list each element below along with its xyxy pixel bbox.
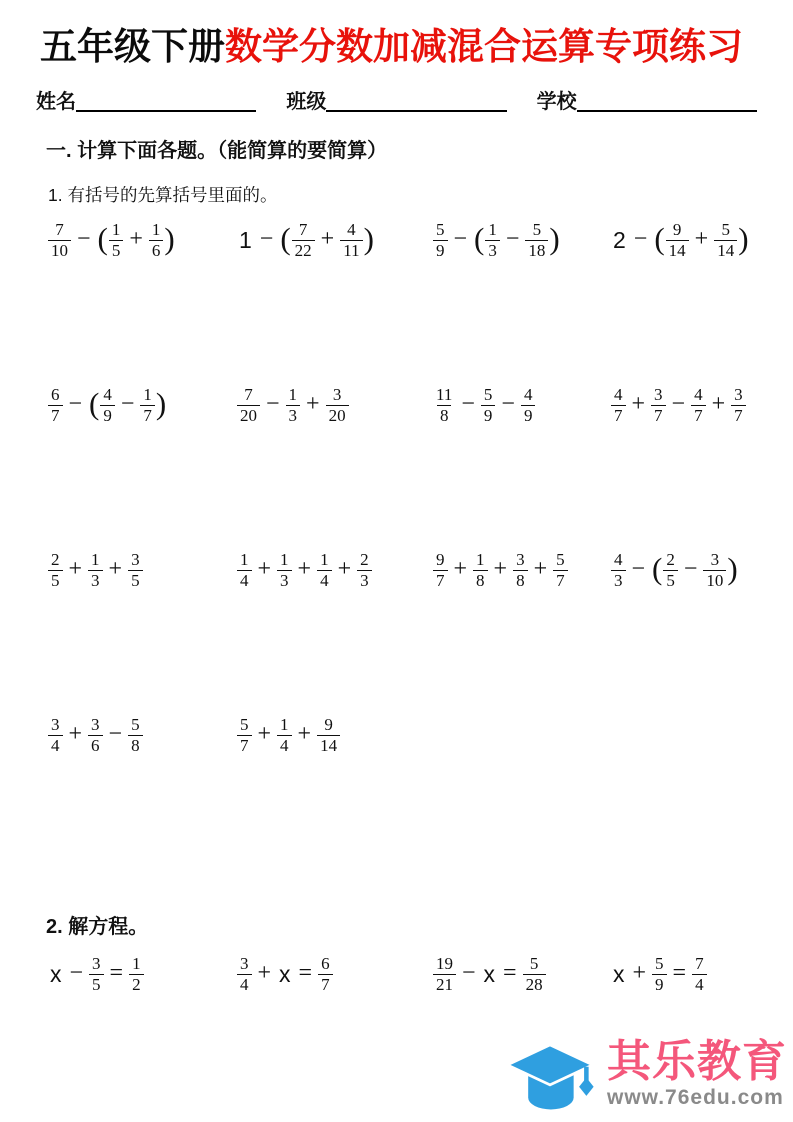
operator: + xyxy=(297,721,312,748)
operator: + xyxy=(68,721,83,748)
denominator: 10 xyxy=(48,240,71,261)
numerator: 7 xyxy=(55,220,64,239)
brand-url: www.76edu.com xyxy=(607,1086,784,1109)
operator: + xyxy=(129,226,143,253)
fraction xyxy=(663,550,678,591)
math-problem xyxy=(48,949,237,1001)
numerator: 1 xyxy=(488,220,497,239)
math-problem xyxy=(611,949,793,1001)
numerator: 9 xyxy=(672,220,682,239)
numerator: 2 xyxy=(666,550,675,569)
fraction xyxy=(553,550,568,591)
numerator: 5 xyxy=(240,715,249,734)
term: 2 xyxy=(613,227,626,254)
denominator: 3 xyxy=(286,405,301,426)
field-class xyxy=(286,85,506,114)
numerator: 1 xyxy=(320,550,329,569)
fraction xyxy=(109,220,124,261)
term: 1 xyxy=(239,227,252,254)
numerator: 5 xyxy=(532,220,542,239)
math-problem xyxy=(237,949,433,1001)
fraction xyxy=(731,385,746,426)
denominator: 3 xyxy=(485,240,500,261)
operator: + xyxy=(306,391,320,418)
denominator: 20 xyxy=(326,405,349,426)
numerator: 5 xyxy=(483,385,493,404)
denominator: 7 xyxy=(237,735,252,756)
denominator: 21 xyxy=(433,974,456,995)
operator: − xyxy=(453,226,468,253)
fraction xyxy=(611,550,626,591)
denominator: 5 xyxy=(128,570,143,591)
math-problem xyxy=(48,545,237,597)
parenthesis: ) xyxy=(363,220,374,256)
page-title xyxy=(40,26,793,69)
operator: + xyxy=(257,721,272,748)
math-problem xyxy=(48,215,237,267)
fraction xyxy=(237,385,260,426)
math-problem xyxy=(48,710,237,762)
operator: − xyxy=(633,226,648,253)
parenthesis: ) xyxy=(738,220,749,256)
denominator: 5 xyxy=(663,570,678,591)
operator: + xyxy=(533,556,548,583)
graduation-cap-icon xyxy=(497,1034,603,1114)
denominator: 20 xyxy=(237,405,260,426)
title-subject: 数学分数加减混合运算专项练习 xyxy=(225,26,743,67)
field-school-blank xyxy=(577,94,757,112)
denominator: 3 xyxy=(277,570,292,591)
fraction xyxy=(714,220,737,261)
fraction xyxy=(237,954,252,995)
numerator: 4 xyxy=(614,385,623,404)
title-grade: 五年级下册 xyxy=(40,26,225,67)
operator: − xyxy=(69,960,84,987)
field-school xyxy=(537,85,757,114)
operator: − xyxy=(631,556,646,583)
fraction xyxy=(525,220,548,261)
denominator: 2 xyxy=(129,974,144,995)
fraction xyxy=(651,385,666,426)
math-problem xyxy=(611,215,793,267)
field-name-label: 姓名 xyxy=(36,90,76,113)
denominator: 9 xyxy=(433,240,448,261)
denominator: 6 xyxy=(88,735,103,756)
problem-row xyxy=(0,215,793,380)
fraction xyxy=(129,954,144,995)
operator: + xyxy=(108,556,123,583)
denominator: 4 xyxy=(237,570,252,591)
fraction xyxy=(433,220,448,261)
denominator: 4 xyxy=(692,974,707,995)
fraction xyxy=(703,550,726,591)
parenthesis: ) xyxy=(155,385,167,421)
operator: − xyxy=(501,391,515,418)
section1-heading: 一. 计算下面各题。（能简算的要简算） xyxy=(46,139,388,162)
denominator: 14 xyxy=(317,735,340,756)
numerator: 3 xyxy=(92,954,101,973)
denominator: 10 xyxy=(703,570,726,591)
denominator: 28 xyxy=(523,974,546,995)
fraction xyxy=(317,715,340,756)
numerator: 2 xyxy=(360,550,369,569)
math-problem xyxy=(433,545,611,597)
operator: + xyxy=(632,960,647,987)
operator: + xyxy=(68,556,83,583)
fraction xyxy=(140,385,155,426)
fraction xyxy=(433,954,456,995)
numerator: 4 xyxy=(523,385,533,404)
denominator: 3 xyxy=(357,570,372,591)
numerator: 1 xyxy=(240,550,249,569)
fraction xyxy=(513,550,528,591)
operator: + xyxy=(493,556,508,583)
math-problem xyxy=(237,710,433,762)
numerator: 2 xyxy=(51,550,60,569)
denominator: 18 xyxy=(525,240,548,261)
numerator: 5 xyxy=(556,550,565,569)
numerator: 3 xyxy=(654,385,663,404)
fraction xyxy=(611,385,626,426)
fraction xyxy=(100,385,115,426)
header-fields xyxy=(36,85,757,114)
denominator: 9 xyxy=(652,974,667,995)
math-problem xyxy=(237,215,433,267)
denominator: 7 xyxy=(553,570,568,591)
denominator: 5 xyxy=(89,974,104,995)
operator: = xyxy=(672,960,687,987)
denominator: 4 xyxy=(317,570,332,591)
operator: + xyxy=(337,556,352,583)
parenthesis: ( xyxy=(97,220,108,256)
denominator: 4 xyxy=(237,974,252,995)
operator: + xyxy=(694,226,709,253)
fraction xyxy=(292,220,315,261)
field-class-blank xyxy=(326,94,506,112)
denominator: 4 xyxy=(277,735,292,756)
numerator: 1 xyxy=(91,550,100,569)
numerator: 7 xyxy=(244,385,253,404)
fraction xyxy=(88,550,103,591)
denominator: 9 xyxy=(481,405,496,426)
numerator: 3 xyxy=(332,385,342,404)
operator: − xyxy=(505,226,520,253)
numerator: 1 xyxy=(143,385,152,404)
denominator: 3 xyxy=(88,570,103,591)
fraction xyxy=(277,715,292,756)
numerator: 9 xyxy=(324,715,333,734)
parenthesis: ( xyxy=(89,385,100,421)
numerator: 6 xyxy=(51,385,60,404)
operator: − xyxy=(462,960,476,987)
numerator: 5 xyxy=(529,954,539,973)
denominator: 5 xyxy=(109,240,124,261)
term: x xyxy=(279,961,291,988)
fraction xyxy=(433,550,448,591)
fraction xyxy=(48,550,63,591)
numerator: 4 xyxy=(347,220,356,239)
fraction xyxy=(286,385,301,426)
problem-row xyxy=(0,545,793,710)
numerator: 3 xyxy=(734,385,743,404)
parenthesis: ) xyxy=(164,220,175,256)
operator: − xyxy=(108,721,123,748)
numerator: 5 xyxy=(655,954,664,973)
denominator: 9 xyxy=(100,405,115,426)
fraction xyxy=(666,220,689,261)
math-problem xyxy=(48,380,237,432)
numerator: 1 xyxy=(288,385,298,404)
brand-footer xyxy=(497,1034,787,1114)
numerator: 3 xyxy=(710,550,720,569)
denominator: 5 xyxy=(48,570,63,591)
numerator: 1 xyxy=(280,715,289,734)
denominator: 7 xyxy=(318,974,333,995)
operator: = xyxy=(503,960,517,987)
math-problem xyxy=(433,949,611,1001)
term: x xyxy=(50,961,62,988)
operator: − xyxy=(77,226,91,253)
operator: + xyxy=(453,556,468,583)
section2-heading: 2. 解方程。 xyxy=(46,915,149,938)
denominator: 6 xyxy=(149,240,164,261)
denominator: 14 xyxy=(666,240,689,261)
denominator: 9 xyxy=(521,405,536,426)
fraction xyxy=(48,220,71,261)
parenthesis: ( xyxy=(652,550,663,586)
fraction xyxy=(149,220,164,261)
operator: + xyxy=(631,391,646,418)
numerator: 19 xyxy=(436,954,453,973)
problem-row xyxy=(0,380,793,545)
denominator: 7 xyxy=(691,405,706,426)
denominator: 3 xyxy=(611,570,626,591)
numerator: 3 xyxy=(131,550,140,569)
fraction xyxy=(277,550,292,591)
brand-text-block xyxy=(607,1037,787,1109)
fraction xyxy=(692,954,707,995)
operator: = xyxy=(109,960,124,987)
field-class-label: 班级 xyxy=(286,90,327,113)
parenthesis: ( xyxy=(474,220,485,256)
numerator: 7 xyxy=(695,954,704,973)
operator: + xyxy=(320,226,335,253)
operator: + xyxy=(257,556,272,583)
numerator: 1 xyxy=(111,220,121,239)
denominator: 7 xyxy=(651,405,666,426)
denominator: 11 xyxy=(340,240,362,261)
numerator: 5 xyxy=(131,715,140,734)
operator: − xyxy=(461,391,475,418)
section2-problem-grid xyxy=(0,949,793,1001)
numerator: 7 xyxy=(298,220,308,239)
fraction xyxy=(473,550,488,591)
numerator: 4 xyxy=(694,385,703,404)
fraction xyxy=(48,385,63,426)
fraction xyxy=(481,385,496,426)
numerator: 1 xyxy=(151,220,161,239)
math-problem xyxy=(611,380,793,432)
operator: − xyxy=(259,226,274,253)
operator: − xyxy=(68,391,83,418)
term: x xyxy=(613,961,625,988)
problem-row xyxy=(0,949,793,1001)
brand-name: 其乐教育 xyxy=(607,1037,787,1086)
field-name-blank xyxy=(76,94,256,112)
fraction xyxy=(128,715,143,756)
numerator: 5 xyxy=(436,220,445,239)
numerator: 6 xyxy=(321,954,330,973)
operator: = xyxy=(298,960,313,987)
numerator: 3 xyxy=(240,954,249,973)
fraction xyxy=(237,550,252,591)
numerator: 3 xyxy=(516,550,525,569)
operator: + xyxy=(297,556,312,583)
fraction xyxy=(317,550,332,591)
operator: − xyxy=(671,391,686,418)
denominator: 22 xyxy=(292,240,315,261)
denominator: 8 xyxy=(473,570,488,591)
denominator: 7 xyxy=(731,405,746,426)
operator: − xyxy=(120,391,135,418)
operator: − xyxy=(683,556,698,583)
fraction xyxy=(48,715,63,756)
field-school-label: 学校 xyxy=(536,90,577,113)
math-problem xyxy=(237,380,433,432)
problem-row xyxy=(0,710,793,890)
fraction xyxy=(485,220,500,261)
math-problem xyxy=(237,545,433,597)
fraction xyxy=(433,385,455,426)
denominator: 7 xyxy=(48,405,63,426)
fraction xyxy=(318,954,333,995)
numerator: 4 xyxy=(103,385,112,404)
fraction xyxy=(88,715,103,756)
field-name xyxy=(36,85,256,114)
denominator: 7 xyxy=(433,570,448,591)
denominator: 7 xyxy=(140,405,155,426)
fraction xyxy=(523,954,546,995)
denominator: 7 xyxy=(611,405,626,426)
fraction xyxy=(128,550,143,591)
parenthesis: ( xyxy=(280,220,291,256)
numerator: 9 xyxy=(436,550,445,569)
fraction xyxy=(326,385,349,426)
denominator: 4 xyxy=(48,735,63,756)
numerator: 3 xyxy=(51,715,60,734)
numerator: 3 xyxy=(91,715,100,734)
numerator: 4 xyxy=(614,550,623,569)
fraction xyxy=(691,385,706,426)
fraction xyxy=(237,715,252,756)
numerator: 11 xyxy=(436,385,453,404)
numerator: 1 xyxy=(132,954,141,973)
denominator: 8 xyxy=(513,570,528,591)
denominator: 8 xyxy=(437,405,452,426)
term: x xyxy=(483,961,496,988)
numerator: 1 xyxy=(280,550,289,569)
math-problem xyxy=(611,545,793,597)
math-problem xyxy=(433,215,611,267)
fraction xyxy=(521,385,536,426)
fraction xyxy=(340,220,362,261)
section1-subheading: 1. 有括号的先算括号里面的。 xyxy=(48,184,278,205)
section1-problem-grid xyxy=(0,215,793,890)
operator: − xyxy=(266,391,280,418)
denominator: 8 xyxy=(128,735,143,756)
math-problem xyxy=(433,380,611,432)
parenthesis: ) xyxy=(727,550,738,586)
denominator: 14 xyxy=(714,240,737,261)
fraction xyxy=(89,954,104,995)
operator: + xyxy=(711,391,726,418)
numerator: 5 xyxy=(721,220,730,239)
fraction xyxy=(357,550,372,591)
parenthesis: ( xyxy=(654,220,665,256)
operator: + xyxy=(257,960,272,987)
fraction xyxy=(652,954,667,995)
numerator: 1 xyxy=(476,550,485,569)
parenthesis: ) xyxy=(549,220,560,256)
